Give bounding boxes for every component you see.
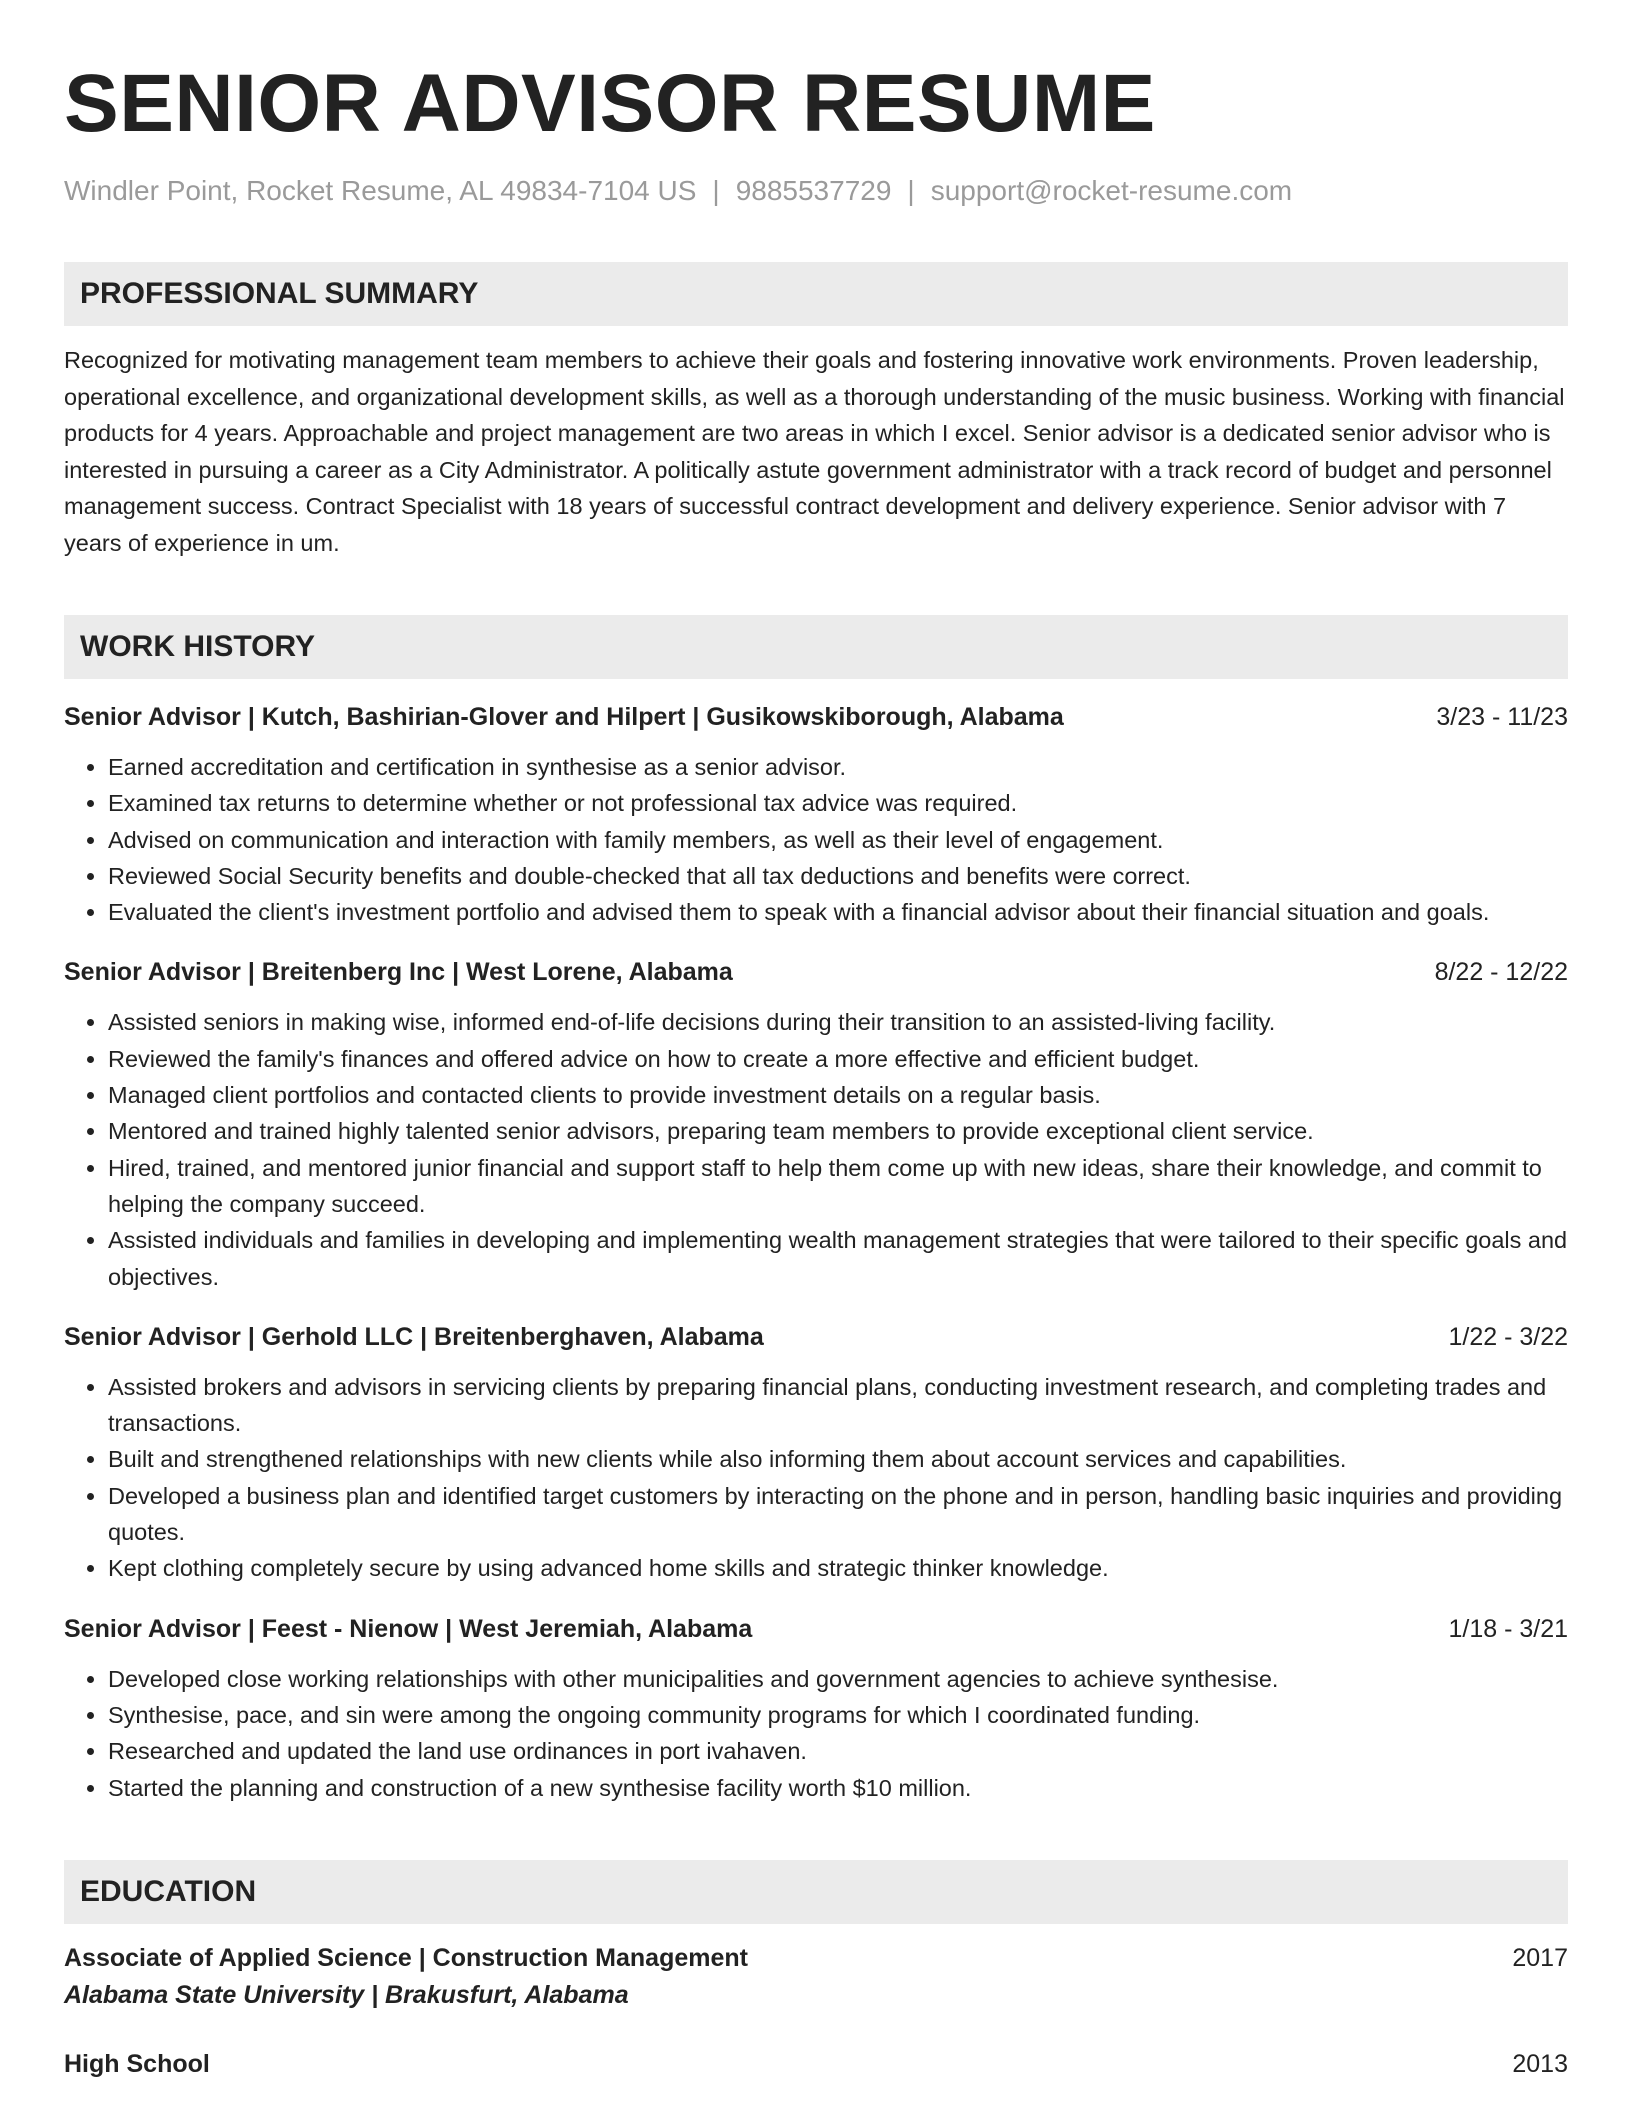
contact-separator: | (712, 175, 720, 206)
work-history-list (64, 699, 1568, 1806)
education-header (64, 1940, 1568, 1976)
job-bullet: • Examined tax returns to determine whether or not professional tax advice was required. (108, 785, 1568, 821)
job-dates: 8/22 - 12/22 (1434, 958, 1568, 987)
job-bullet: • Synthesise, pace, and sin were among the ongoing community programs for which I coordinated funding. (108, 1697, 1568, 1733)
job-bullet-list (64, 1369, 1568, 1587)
job-entry (64, 699, 1568, 930)
job-bullet: • Managed client portfolios and contacted clients to provide investment details on a regular basis. (108, 1077, 1568, 1113)
job-entry (64, 1611, 1568, 1806)
job-bullet: • Assisted individuals and families in developing and implementing wealth management strategies that were tailored to their specific goals and objectives. (108, 1222, 1568, 1295)
job-bullet: • Earned accreditation and certification in synthesise as a senior advisor. (108, 749, 1568, 785)
job-title: Senior Advisor | Feest - Nienow | West Jeremiah, Alabama (64, 1614, 753, 1643)
job-header (64, 699, 1568, 735)
contact-email: support@rocket-resume.com (930, 175, 1293, 206)
education-entry (64, 1940, 1568, 2014)
education-header (64, 2046, 1568, 2082)
job-bullet-list (64, 1661, 1568, 1806)
resume-page (64, 0, 1568, 2082)
job-bullet: • Mentored and trained highly talented senior advisors, preparing team members to provide exceptional client service. (108, 1113, 1568, 1149)
job-bullet: • Built and strengthened relationships with new clients while also informing them about account services and capabilities. (108, 1441, 1568, 1477)
summary-text: Recognized for motivating management team members to achieve their goals and fostering innovative work environments. Proven leadership, operational excellence, and organizational development skills, as well as a thorough understanding of the music business. Working with financial products for 4 years. Approachable and project management are two areas in which I excel. Senior advisor is a dedicated senior advisor who is interested in pursuing a career as a City Administrator. A politically astute government administrator with a track record of budget and personnel management success. Contract Specialist with 18 years of successful contract development and delivery experience. Senior advisor with 7 years of experience in um. (64, 347, 1565, 556)
job-dates: 3/23 - 11/23 (1436, 703, 1568, 731)
job-bullet: • Kept clothing completely secure by using advanced home skills and strategic thinker knowledge. (108, 1550, 1568, 1586)
summary-heading: PROFESSIONAL SUMMARY (64, 262, 1568, 326)
education-entry (64, 2046, 1568, 2082)
job-entry (64, 954, 1568, 1294)
job-bullet: • Developed close working relationships with other municipalities and government agencies to achieve synthesise. (108, 1661, 1568, 1697)
job-dates: 1/22 - 3/22 (1448, 1322, 1568, 1351)
job-header (64, 954, 1568, 990)
job-bullet: • Reviewed the family's finances and offered advice on how to create a more effective and efficient budget. (108, 1041, 1568, 1077)
job-bullet: • Researched and updated the land use ordinances in port ivahaven. (108, 1733, 1568, 1769)
job-bullet: • Started the planning and construction of a new synthesise facility worth $10 million. (108, 1770, 1568, 1806)
job-header (64, 1611, 1568, 1647)
job-bullet-list (64, 749, 1568, 930)
job-bullet: • Evaluated the client's investment portfolio and advised them to speak with a financial advisor about their financial situation and goals. (108, 894, 1568, 930)
education-year: 2017 (1512, 1943, 1568, 1972)
education-list (64, 1940, 1568, 2082)
resume-title: SENIOR ADVISOR RESUME (64, 58, 1156, 149)
job-header (64, 1319, 1568, 1355)
job-bullet-list (64, 1004, 1568, 1294)
job-entry (64, 1319, 1568, 1587)
contact-address: Windler Point, Rocket Resume, AL 49834-7104 US (64, 175, 697, 206)
work-history-heading: WORK HISTORY (64, 615, 1568, 679)
job-bullet: • Hired, trained, and mentored junior financial and support staff to help them come up with new ideas, share their knowledge, and commit to helping the company succeed. (108, 1150, 1568, 1223)
education-degree: Associate of Applied Science | Construction Management (64, 1943, 748, 1972)
contact-phone: 9885537729 (735, 175, 892, 206)
job-title: Senior Advisor | Kutch, Bashirian-Glover and Hilpert | Gusikowskiborough, Alabama (64, 703, 1064, 731)
education-heading: EDUCATION (64, 1860, 1568, 1924)
contact-separator: | (907, 175, 915, 206)
job-dates: 1/18 - 3/21 (1448, 1614, 1568, 1643)
contact-line (64, 174, 1568, 208)
education-school: Alabama State University | Brakusfurt, Alabama (64, 1980, 629, 2009)
education-degree: High School (64, 2049, 210, 2078)
job-bullet: • Developed a business plan and identified target customers by interacting on the phone and in person, handling basic inquiries and providing quotes. (108, 1478, 1568, 1551)
job-title: Senior Advisor | Gerhold LLC | Breitenberghaven, Alabama (64, 1322, 764, 1351)
education-year: 2013 (1512, 2049, 1568, 2078)
job-title: Senior Advisor | Breitenberg Inc | West Lorene, Alabama (64, 958, 733, 987)
job-bullet: • Reviewed Social Security benefits and double-checked that all tax deductions and benefits were correct. (108, 858, 1568, 894)
job-bullet: • Assisted seniors in making wise, informed end-of-life decisions during their transition to an assisted-living facility. (108, 1004, 1568, 1040)
job-bullet: • Advised on communication and interaction with family members, as well as their level of engagement. (108, 822, 1568, 858)
job-bullet: • Assisted brokers and advisors in servicing clients by preparing financial plans, conducting investment research, and completing trades and transactions. (108, 1369, 1568, 1442)
